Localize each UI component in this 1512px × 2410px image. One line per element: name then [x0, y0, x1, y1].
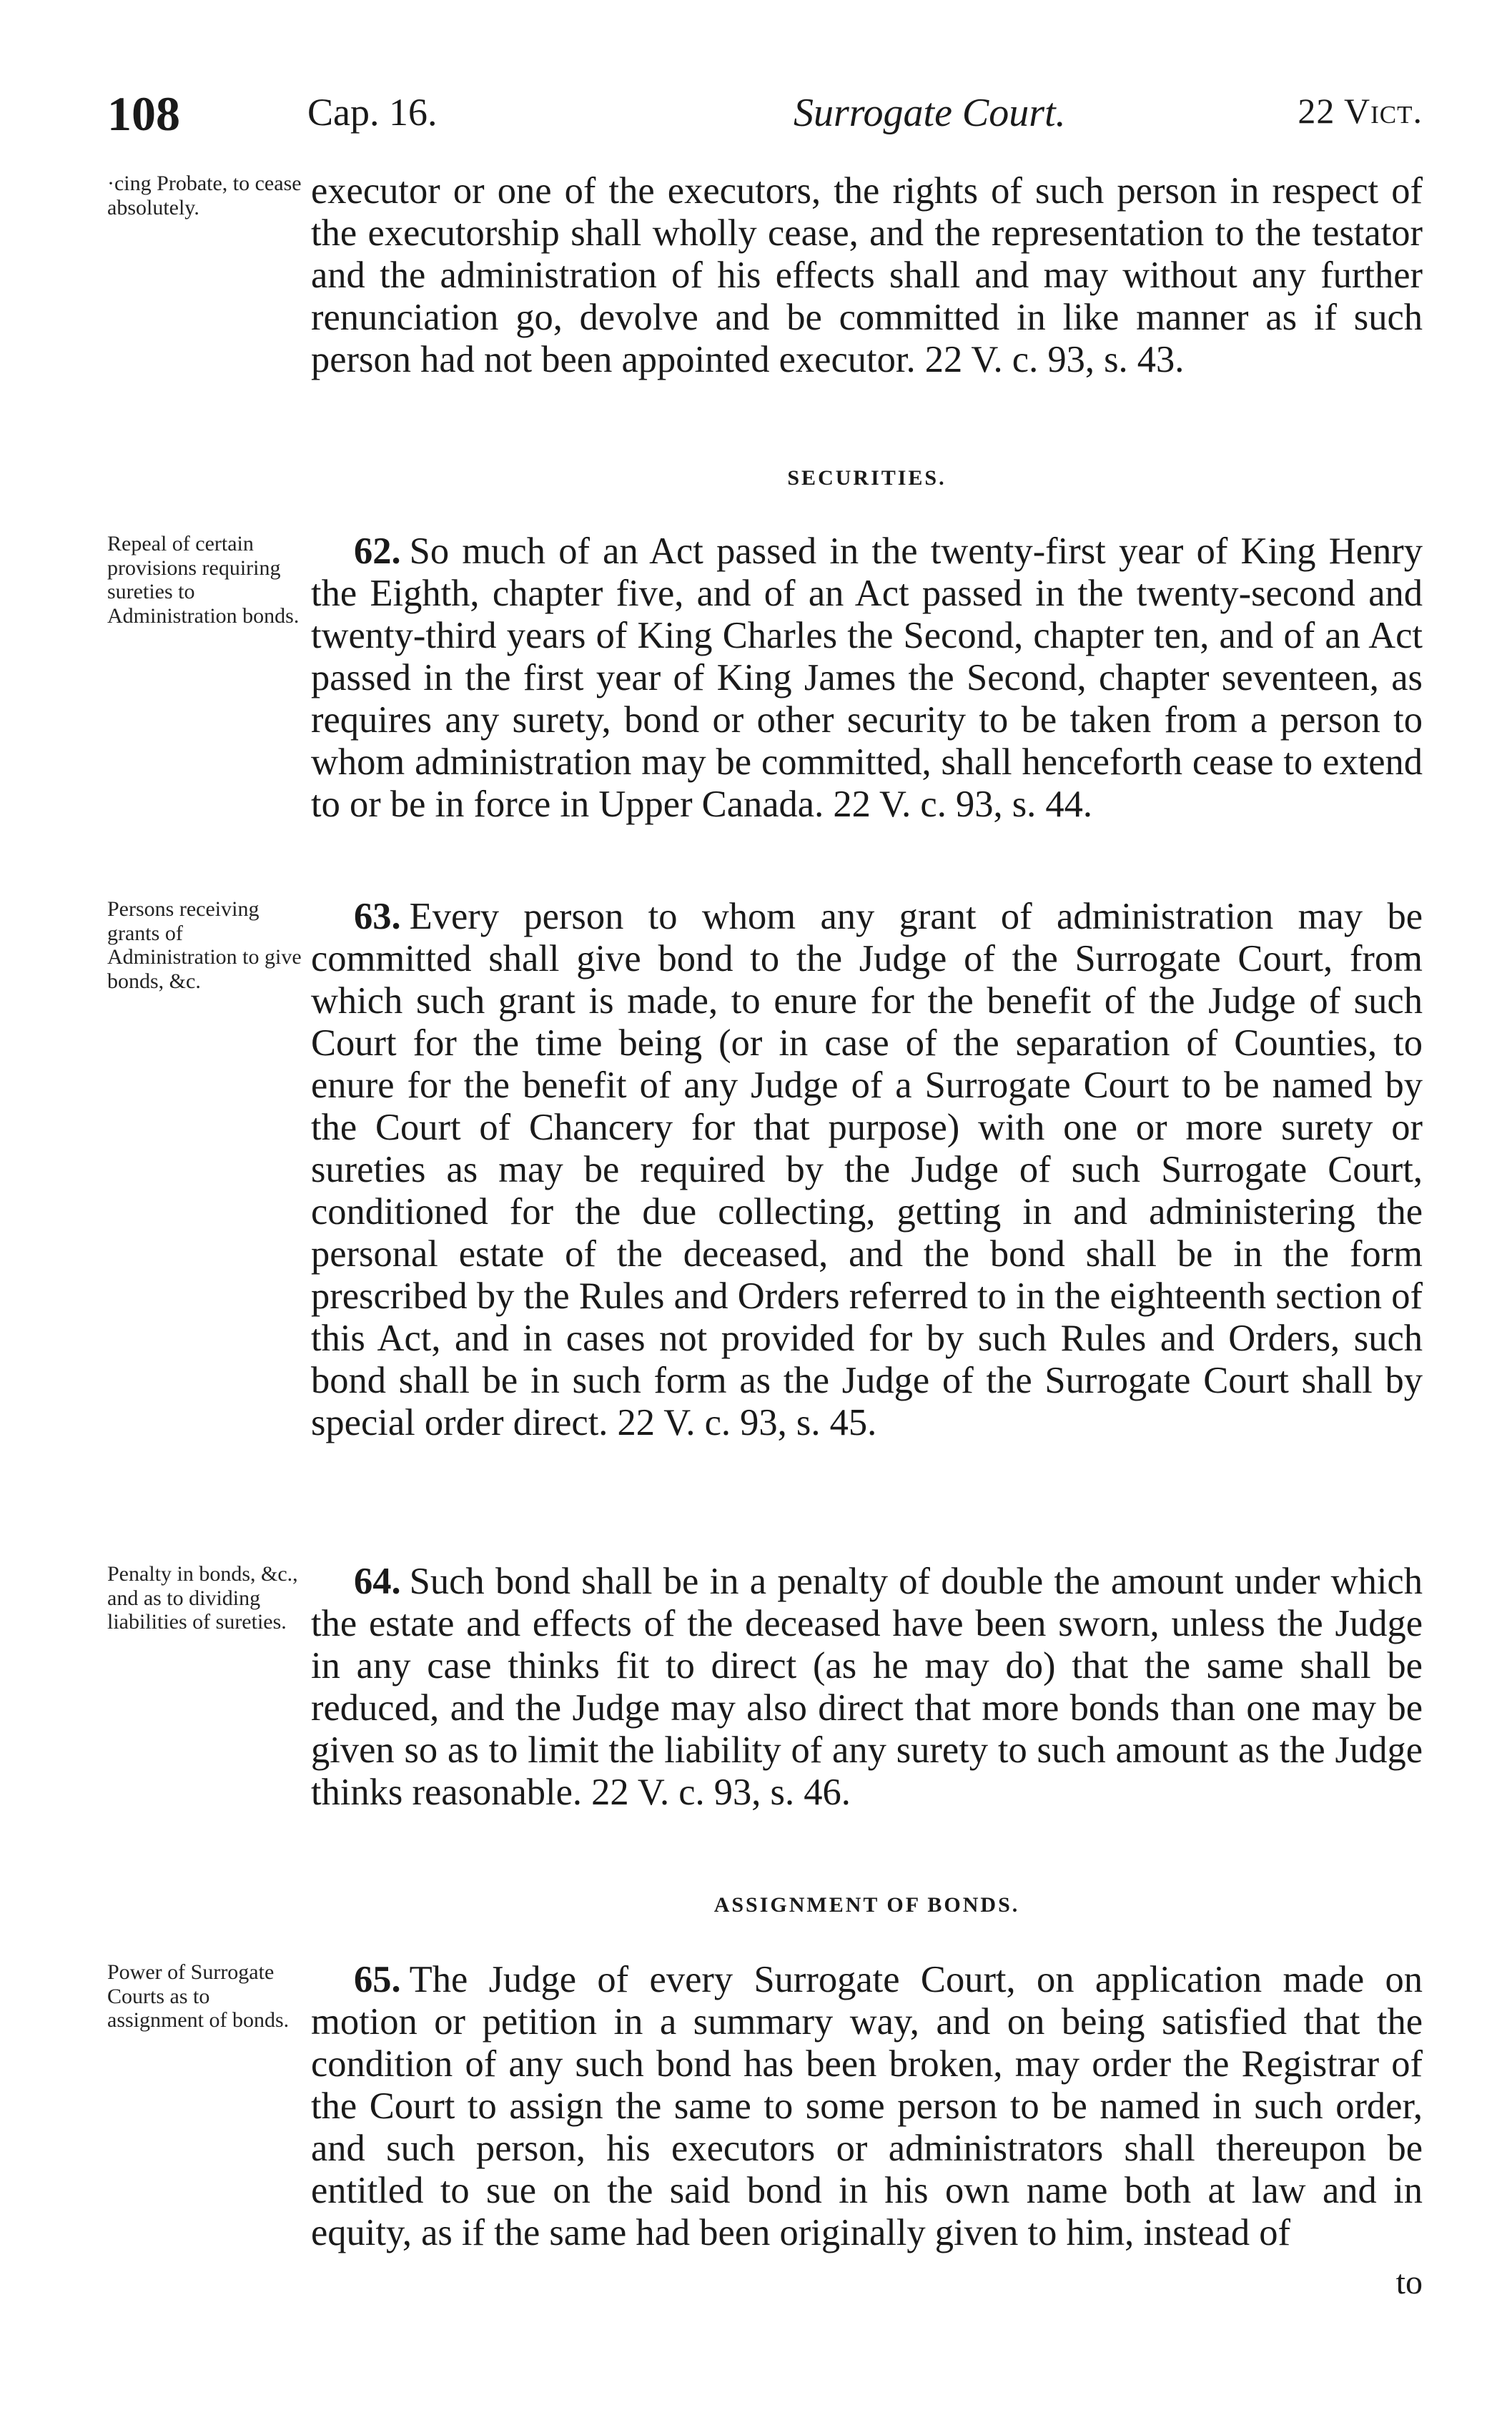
margin-note: Power of Surrogate Courts as to assignment of bonds.	[107, 1960, 290, 2033]
section-body	[311, 896, 1423, 1444]
section-number: 65.	[354, 1959, 401, 2000]
section-text: So much of an Act passed in the twenty-first year of King Henry the Eighth, chapter five, and of an Act passed in the twenty-second and twenty-third years of King Charles the Second, chapter ten, and of an Act passed in the first year of King James the Second, chapter seventeen, as requires any surety, bond or other security to be taken from a person to whom administration may be committed, shall henceforth cease to extend to or be in force in Upper Canada. 22 V. c. 93, s. 44.	[311, 530, 1423, 825]
regnal-year: 22 Vict.	[1298, 91, 1423, 131]
margin-note: ·cing Probate, to cease absolutely.	[107, 172, 302, 219]
running-title: Surrogate Court.	[794, 91, 1066, 135]
heading-assignment-of-bonds: ASSIGNMENT OF BONDS.	[713, 1893, 1020, 1917]
section-number: 63.	[354, 896, 401, 937]
running-header	[107, 86, 1423, 143]
margin-note: Penalty in bonds, &c., and as to dividing liabilities of sureties.	[107, 1562, 298, 1634]
section-text: executor or one of the executors, the rights of such person in respect of the executorship shall wholly cease, and the representation to the testator and the administration of his effects shall and may without any further renunciation go, devolve and be committed in like manner as if such person had not been appointed executor. 22 V. c. 93, s. 43.	[311, 170, 1423, 380]
section-body	[311, 530, 1423, 826]
section-body	[311, 1959, 1423, 2254]
section-text: Every person to whom any grant of administration may be committed shall give bond to the Judge of the Surrogate Court, from which such grant is made, to enure for the benefit of the Judge of such Court for the time being (or in case of the separation of Counties, to enure for the benefit of any Judge of a Surrogate Court to be named by the Court of Chancery for that purpose) with one or more surety or sureties as may be required by the Judge of such Surrogate Court, conditioned for the due collecting, getting in and administering the personal estate of the deceased, and the bond shall be in the form prescribed by the Rules and Orders referred to in the eighteenth section of this Act, and in cases not provided for by such Rules and Orders, such bond shall be in such form as the Judge of the Surrogate Court shall by special order direct. 22 V. c. 93, s. 45.	[311, 896, 1423, 1443]
page-number: 108	[107, 87, 180, 141]
section-number: 62.	[354, 530, 401, 572]
catchword: to	[1395, 2263, 1423, 2301]
margin-note: Repeal of certain provisions requiring sureties to Administration bonds.	[107, 532, 300, 628]
chapter-label: Cap. 16.	[307, 91, 438, 134]
heading-securities: SECURITIES.	[787, 466, 947, 490]
section-body	[311, 1561, 1423, 1814]
section-number: 64.	[354, 1561, 401, 1602]
margin-note: Persons receiving grants of Administration to give bonds, &c.	[107, 897, 302, 993]
section-text: The Judge of every Surrogate Court, on application made on motion or petition in a summary way, and on being satisfied that the condition of any such bond has been broken, may order the Registrar of the Court to assign the same to some person to be named in such order, and such person, his executors or administrators shall thereupon be entitled to sue on the said bond in his own name both at law and in equity, as if the same had been originally given to him, instead of	[311, 1959, 1423, 2253]
section-text: Such bond shall be in a penalty of double the amount under which the estate and effects of the deceased have been sworn, unless the Judge in any case thinks fit to direct (as he may do) that the same shall be reduced, and the Judge may also direct that more bonds than one may be given so as to limit the liability of any surety to such amount as the Judge thinks reasonable. 22 V. c. 93, s. 46.	[311, 1561, 1423, 1813]
